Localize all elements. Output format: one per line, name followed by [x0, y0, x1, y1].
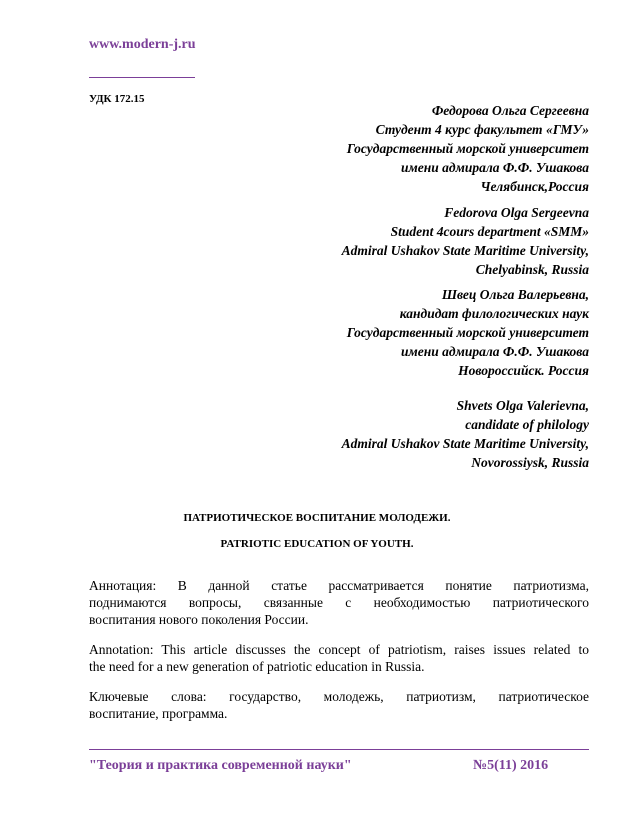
author-line: имени адмирала Ф.Ф. Ушакова — [401, 160, 589, 175]
annotation-en — [89, 641, 589, 675]
author-line: candidate of philology — [465, 417, 589, 432]
author-line: Fedorova Olga Sergeevna — [444, 205, 589, 220]
annotation-line: Annotation: This article discusses the concept of patriotism, raises issues related to — [89, 642, 589, 657]
author-block-shvets-en — [169, 396, 589, 472]
author-line: Швец Ольга Валерьевна, — [441, 287, 589, 302]
author-line: кандидат филологических наук — [399, 306, 589, 321]
annotation-line: the need for a new generation of patriotic education in Russia. — [89, 659, 425, 674]
author-line: Государственный морской университет — [346, 325, 589, 340]
author-line: Новороссийск. Россия — [458, 363, 589, 378]
annotation-ru — [89, 577, 589, 628]
annotation-line: Аннотация: В данной статье рассматривается понятие патриотизма, — [89, 578, 589, 593]
author-line: имени адмирала Ф.Ф. Ушакова — [401, 344, 589, 359]
author-line: Chelyabinsk, Russia — [475, 262, 589, 277]
keywords — [89, 688, 589, 722]
author-line: Novorossiysk, Russia — [471, 455, 589, 470]
author-line: Студент 4 курс факультет «ГМУ» — [375, 122, 589, 137]
author-line: Государственный морской университет — [346, 141, 589, 156]
annotation-line: воспитания нового поколения России. — [89, 612, 309, 627]
author-block-fedorova-ru — [169, 101, 589, 196]
site-url-link[interactable]: www.modern-j.ru — [89, 37, 196, 52]
author-line: Федорова Ольга Сергеевна — [431, 103, 589, 118]
udk-code: УДК 172.15 — [89, 93, 145, 105]
author-line: Student 4cours department «SMM» — [390, 224, 589, 239]
footer-issue-number: №5(11) 2016 — [473, 758, 549, 773]
author-line: Admiral Ushakov State Maritime University, — [341, 243, 589, 258]
keywords-line: воспитание, программа. — [89, 706, 228, 721]
annotation-line: поднимаются вопросы, связанные с необходимостью патриотического — [89, 595, 589, 610]
keywords-line: Ключевые слова: государство, молодежь, патриотизм, патриотическое — [89, 689, 589, 704]
author-block-shvets-ru — [169, 285, 589, 380]
article-title-en: PATRIOTIC EDUCATION OF YOUTH. — [220, 538, 414, 550]
author-line: Admiral Ushakov State Maritime University, — [341, 436, 589, 451]
author-line: Челябинск,Россия — [480, 179, 589, 194]
header-divider — [89, 77, 195, 78]
author-line: Shvets Olga Valerievna, — [456, 398, 589, 413]
author-block-fedorova-en — [169, 203, 589, 279]
footer-divider — [89, 749, 589, 750]
article-title-ru: ПАТРИОТИЧЕСКОЕ ВОСПИТАНИЕ МОЛОДЕЖИ. — [183, 512, 451, 524]
footer-journal-name: "Теория и практика современной науки" — [89, 758, 352, 773]
